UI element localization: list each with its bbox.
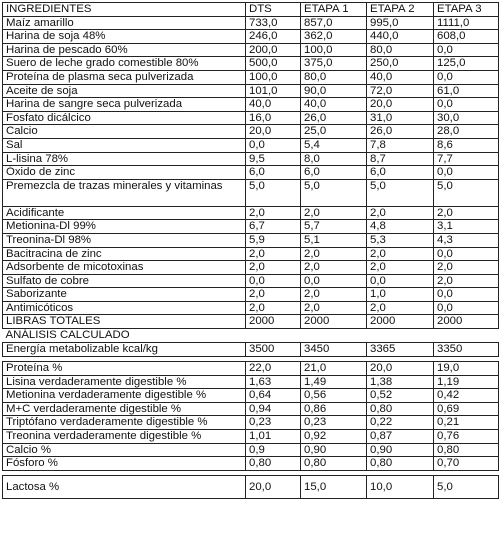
value-cell: 100,0	[246, 70, 301, 84]
value-cell: 26,0	[301, 111, 367, 125]
row-label-cell: Óxido de zinc	[3, 166, 246, 180]
value-cell: 20,0	[367, 362, 434, 376]
value-cell: 0,0	[434, 43, 499, 57]
ingredient-row	[3, 70, 499, 84]
value-cell: 0,87	[367, 430, 434, 444]
nutrient-row	[3, 375, 499, 389]
value-cell: 375,0	[301, 57, 367, 71]
ingredient-row	[3, 247, 499, 261]
row-label-cell: Aceite de soja	[3, 84, 246, 98]
value-cell: 362,0	[301, 30, 367, 44]
value-cell: 10,0	[367, 475, 434, 498]
value-cell: 0,52	[367, 389, 434, 403]
row-label-cell: Bacitracina de zinc	[3, 247, 246, 261]
value-cell: 6,0	[246, 166, 301, 180]
row-label-cell: Harina de pescado 60%	[3, 43, 246, 57]
value-cell: 16,0	[246, 111, 301, 125]
value-cell: 3,1	[434, 220, 499, 234]
value-cell: 246,0	[246, 30, 301, 44]
value-cell: 6,0	[301, 166, 367, 180]
value-cell: 0,76	[434, 430, 499, 444]
row-label-cell: Calcio	[3, 125, 246, 139]
value-cell: 7,7	[434, 152, 499, 166]
ingredient-row	[3, 125, 499, 139]
value-cell: 2,0	[246, 206, 301, 220]
value-cell: 15,0	[301, 475, 367, 498]
value-cell: 0,90	[367, 443, 434, 457]
row-label-cell: Proteína %	[3, 362, 246, 376]
row-label-cell: Energía metabolizable kcal/kg	[3, 343, 246, 357]
value-cell: 8,7	[367, 152, 434, 166]
value-cell: 5,0	[246, 179, 301, 206]
value-cell: 0,80	[434, 443, 499, 457]
row-label-cell: Suero de leche grado comestible 80%	[3, 57, 246, 71]
value-cell: 101,0	[246, 84, 301, 98]
ingredient-row	[3, 166, 499, 180]
value-cell: 2,0	[301, 301, 367, 315]
value-cell: 1,63	[246, 375, 301, 389]
value-cell: 22,0	[246, 362, 301, 376]
nutrient-row	[3, 389, 499, 403]
row-label-cell: Premezcla de trazas minerales y vitaminas	[3, 179, 246, 206]
value-cell: 5,3	[367, 233, 434, 247]
value-cell: ETAPA 2	[367, 3, 434, 17]
value-cell: 40,0	[367, 70, 434, 84]
value-cell: 2,0	[301, 247, 367, 261]
ingredient-row	[3, 98, 499, 112]
value-cell: 0,80	[367, 402, 434, 416]
row-label-cell: Saborizante	[3, 288, 246, 302]
value-cell: 8,0	[301, 152, 367, 166]
value-cell: 733,0	[246, 16, 301, 30]
value-cell: 3450	[301, 343, 367, 357]
row-label-cell: LIBRAS TOTALES	[3, 315, 246, 329]
value-cell: 40,0	[301, 98, 367, 112]
row-label-cell: Harina de sangre seca pulverizada	[3, 98, 246, 112]
value-cell: 19,0	[434, 362, 499, 376]
value-cell: 72,0	[367, 84, 434, 98]
ingredient-row	[3, 30, 499, 44]
ingredient-row	[3, 233, 499, 247]
feed-formulation-table	[2, 2, 498, 499]
value-cell: 0,70	[434, 457, 499, 471]
value-cell: 1111,0	[434, 16, 499, 30]
value-cell: 2,0	[367, 261, 434, 275]
value-cell: 5,1	[301, 233, 367, 247]
value-cell: 2,0	[434, 206, 499, 220]
value-cell: 200,0	[246, 43, 301, 57]
ingredient-row	[3, 261, 499, 275]
value-cell: 2000	[301, 315, 367, 329]
row-label-cell: Fósforo %	[3, 457, 246, 471]
value-cell: 1,49	[301, 375, 367, 389]
ingredient-row	[3, 43, 499, 57]
value-cell: 1,01	[246, 430, 301, 444]
value-cell: 5,0	[301, 179, 367, 206]
value-cell: 125,0	[434, 57, 499, 71]
row-label-cell: Acidificante	[3, 206, 246, 220]
value-cell: 0,0	[246, 274, 301, 288]
ingredient-row	[3, 220, 499, 234]
value-cell: 857,0	[301, 16, 367, 30]
value-cell: 100,0	[301, 43, 367, 57]
value-cell: 2,0	[367, 301, 434, 315]
row-label-cell: Maíz amarillo	[3, 16, 246, 30]
value-cell: 0,86	[301, 402, 367, 416]
value-cell: 25,0	[301, 125, 367, 139]
value-cell: 2000	[246, 315, 301, 329]
value-cell: DTS	[246, 3, 301, 17]
row-label-cell: Proteína de plasma seca pulverizada	[3, 70, 246, 84]
value-cell: 28,0	[434, 125, 499, 139]
energy-row	[3, 343, 499, 357]
row-label-cell: INGREDIENTES	[3, 3, 246, 17]
value-cell: 500,0	[246, 57, 301, 71]
value-cell: 5,0	[434, 179, 499, 206]
header-row	[3, 3, 499, 17]
value-cell: ETAPA 3	[434, 3, 499, 17]
ingredient-row	[3, 84, 499, 98]
value-cell: 90,0	[301, 84, 367, 98]
analysis-title: ANÁLISIS CALCULADO	[5, 329, 130, 342]
value-cell: 5,0	[434, 475, 499, 498]
value-cell: 0,0	[434, 247, 499, 261]
table-body	[3, 3, 499, 499]
value-cell: 440,0	[367, 30, 434, 44]
row-label-cell: Metionina-Dl 99%	[3, 220, 246, 234]
value-cell: 20,0	[367, 98, 434, 112]
nutrient-row	[3, 402, 499, 416]
value-cell: 20,0	[246, 475, 301, 498]
value-cell: 0,0	[434, 288, 499, 302]
ingredient-row	[3, 152, 499, 166]
value-cell: 995,0	[367, 16, 434, 30]
value-cell: 0,64	[246, 389, 301, 403]
value-cell: 0,56	[301, 389, 367, 403]
value-cell: 3350	[434, 343, 499, 357]
value-cell: 0,94	[246, 402, 301, 416]
row-label-cell: Calcio %	[3, 443, 246, 457]
value-cell: 2000	[434, 315, 499, 329]
row-label-cell: Fosfato dicálcico	[3, 111, 246, 125]
value-cell: 8,6	[434, 138, 499, 152]
row-label-cell: Treonina-Dl 98%	[3, 233, 246, 247]
value-cell: 80,0	[367, 43, 434, 57]
value-cell: 7,8	[367, 138, 434, 152]
row-label-cell: Sulfato de cobre	[3, 274, 246, 288]
value-cell: 0,23	[246, 416, 301, 430]
value-cell: 2,0	[246, 261, 301, 275]
value-cell: 0,0	[434, 98, 499, 112]
value-cell: 0,90	[301, 443, 367, 457]
nutrient-row	[3, 416, 499, 430]
ingredients-table	[2, 2, 499, 499]
value-cell: 2,0	[434, 261, 499, 275]
row-label-cell: Harina de soja 48%	[3, 30, 246, 44]
value-cell: 0,80	[367, 457, 434, 471]
value-cell: 2,0	[434, 274, 499, 288]
value-cell: 2,0	[301, 261, 367, 275]
value-cell: 6,0	[367, 166, 434, 180]
nutrient-row	[3, 443, 499, 457]
value-cell: 1,19	[434, 375, 499, 389]
row-label-cell: L-lisina 78%	[3, 152, 246, 166]
ingredient-row	[3, 16, 499, 30]
value-cell: 2,0	[301, 288, 367, 302]
row-label-cell: Sal	[3, 138, 246, 152]
value-cell: 5,9	[246, 233, 301, 247]
row-label-cell: Lactosa %	[3, 475, 246, 498]
value-cell: 5,0	[367, 179, 434, 206]
value-cell: 0,9	[246, 443, 301, 457]
value-cell: 0,80	[246, 457, 301, 471]
value-cell: 0,0	[434, 70, 499, 84]
value-cell: 250,0	[367, 57, 434, 71]
value-cell: 0,22	[367, 416, 434, 430]
value-cell: 0,92	[301, 430, 367, 444]
value-cell: 0,42	[434, 389, 499, 403]
value-cell: 0,0	[434, 166, 499, 180]
row-label-cell: Triptófano verdaderamente digestible %	[3, 416, 246, 430]
value-cell: 0,0	[367, 274, 434, 288]
value-cell: 3500	[246, 343, 301, 357]
value-cell: 4,8	[367, 220, 434, 234]
totals-row	[3, 315, 499, 329]
value-cell: 2,0	[246, 301, 301, 315]
ingredient-row	[3, 206, 499, 220]
value-cell: 61,0	[434, 84, 499, 98]
row-label-cell: Treonina verdaderamente digestible %	[3, 430, 246, 444]
value-cell: 2,0	[367, 247, 434, 261]
value-cell: 21,0	[301, 362, 367, 376]
value-cell: 31,0	[367, 111, 434, 125]
value-cell: 4,3	[434, 233, 499, 247]
ingredient-row	[3, 111, 499, 125]
ingredient-row	[3, 274, 499, 288]
lactose-row	[3, 475, 499, 498]
value-cell: 2000	[367, 315, 434, 329]
value-cell: 20,0	[246, 125, 301, 139]
ingredient-row	[3, 179, 499, 206]
value-cell: 2,0	[301, 206, 367, 220]
row-label-cell: Antimicóticos	[3, 301, 246, 315]
value-cell: ETAPA 1	[301, 3, 367, 17]
analysis-section-row	[3, 329, 499, 343]
ingredient-row	[3, 138, 499, 152]
value-cell: 1,0	[367, 288, 434, 302]
value-cell: 5,4	[301, 138, 367, 152]
value-cell: 1,38	[367, 375, 434, 389]
value-cell: 2,0	[246, 247, 301, 261]
value-cell: 0,80	[301, 457, 367, 471]
row-label-cell: Adsorbente de micotoxinas	[3, 261, 246, 275]
value-cell: 0,23	[301, 416, 367, 430]
value-cell: 26,0	[367, 125, 434, 139]
value-cell: 0,0	[246, 138, 301, 152]
value-cell: 2,0	[246, 288, 301, 302]
row-label-cell: Metionina verdaderamente digestible %	[3, 389, 246, 403]
value-cell: 0,69	[434, 402, 499, 416]
value-cell: 0,0	[301, 274, 367, 288]
value-cell: 2,0	[367, 206, 434, 220]
ingredient-row	[3, 288, 499, 302]
value-cell: 30,0	[434, 111, 499, 125]
ingredient-row	[3, 301, 499, 315]
value-cell: 40,0	[246, 98, 301, 112]
ingredient-row	[3, 57, 499, 71]
value-cell: 80,0	[301, 70, 367, 84]
value-cell: 3365	[367, 343, 434, 357]
value-cell: 9,5	[246, 152, 301, 166]
nutrient-row	[3, 362, 499, 376]
row-label-cell: Lisina verdaderamente digestible %	[3, 375, 246, 389]
nutrient-row	[3, 457, 499, 471]
value-cell: 5,7	[301, 220, 367, 234]
value-cell: 6,7	[246, 220, 301, 234]
value-cell: 0,0	[434, 301, 499, 315]
row-label-cell: M+C verdaderamente digestible %	[3, 402, 246, 416]
value-cell: 608,0	[434, 30, 499, 44]
nutrient-row	[3, 430, 499, 444]
value-cell: 0,21	[434, 416, 499, 430]
